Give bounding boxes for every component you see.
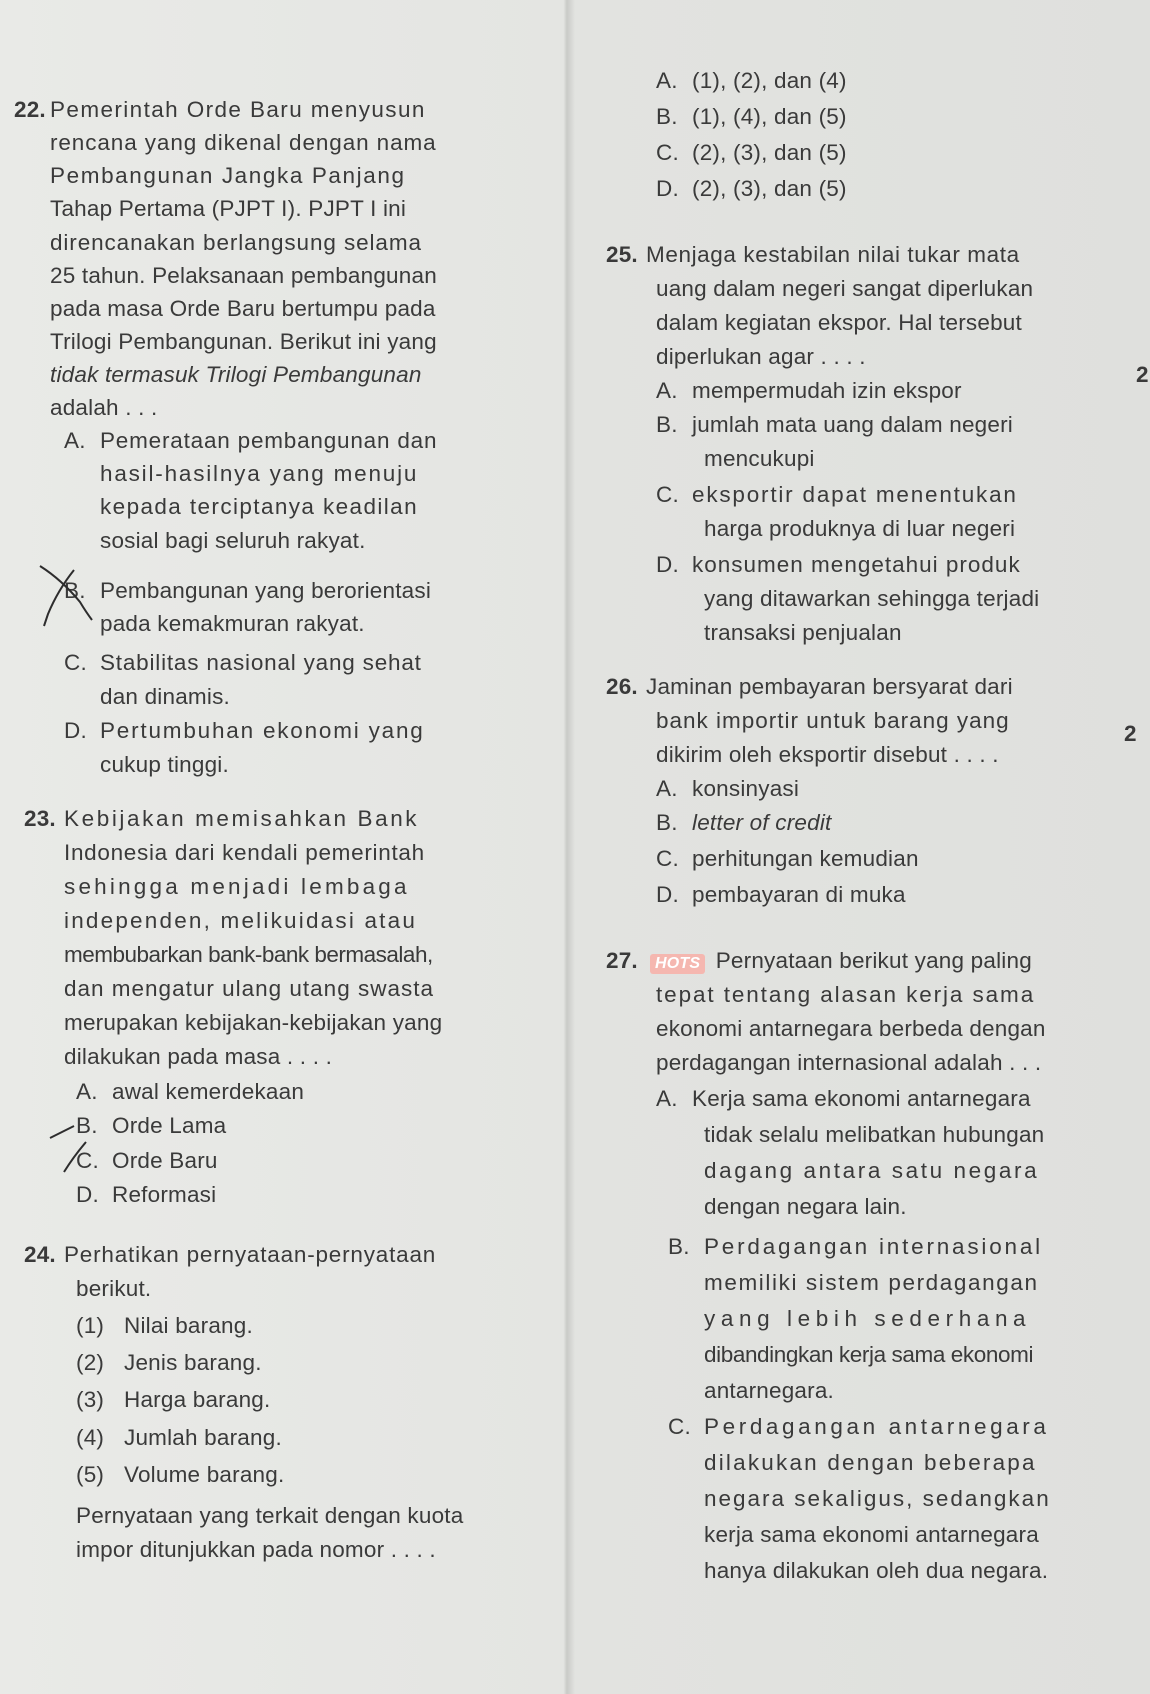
q25-option-d-line: yang ditawarkan sehingga terjadi: [704, 586, 1040, 611]
q24-stem-line: berikut.: [76, 1276, 152, 1301]
q22-option-letter: A.: [64, 428, 86, 453]
q26-option-d: pembayaran di muka: [692, 882, 906, 907]
q27-option-b-line: yang lebih sederhana: [704, 1306, 1032, 1331]
q23-stem-line: merupakan kebijakan-kebijakan yang: [64, 1010, 443, 1035]
q25-stem-line: uang dalam negeri sangat diperlukan: [656, 276, 1034, 301]
q25-option-a-line: mempermudah izin ekspor: [692, 378, 962, 403]
q22-option-b-line: pada kemakmuran rakyat.: [100, 611, 365, 636]
edge-number: 2: [1136, 362, 1149, 387]
q22-stem-line: direncanakan berlangsung selama: [50, 230, 422, 255]
q24-statement: Volume barang.: [124, 1462, 285, 1487]
q22-option-c-line: dan dinamis.: [100, 684, 230, 709]
q23-stem-line: membubarkan bank-bank bermasalah,: [64, 942, 433, 967]
q26-stem-line: dikirim oleh eksportir disebut . . . .: [656, 742, 999, 767]
q23-option-a: awal kemerdekaan: [112, 1079, 305, 1104]
q27-option-a-line: dengan negara lain.: [704, 1194, 907, 1219]
q25-number: 25.: [606, 242, 638, 267]
q22-stem-line: pada masa Orde Baru bertumpu pada: [50, 296, 436, 321]
q22-stem-line: tidak termasuk Trilogi Pembangunan: [50, 362, 422, 387]
q24-statement-num: (1): [76, 1313, 105, 1338]
q27-option-b-line: antarnegara.: [704, 1378, 834, 1403]
q24-option-b: (1), (4), dan (5): [692, 104, 847, 129]
q27-stem-line: perdagangan internasional adalah . . .: [656, 1050, 1042, 1075]
q25-option-d-line: konsumen mengetahui produk: [692, 552, 1021, 577]
q27-option-a-line: tidak selalu melibatkan hubungan: [704, 1122, 1045, 1147]
q22-option-d-line: cukup tinggi.: [100, 752, 229, 777]
q23-option-letter: D.: [76, 1182, 99, 1207]
q22-stem-line: Pemerintah Orde Baru menyusun: [50, 97, 426, 122]
q26-stem-line: bank importir untuk barang yang: [656, 708, 1010, 733]
q24-option-letter: B.: [656, 104, 678, 129]
q22-number: 22.: [14, 97, 46, 122]
q23-option-letter: C.: [76, 1148, 99, 1173]
q25-option-c-line: eksportir dapat menentukan: [692, 482, 1018, 507]
q23-option-d: Reformasi: [112, 1182, 217, 1207]
q23-option-c: Orde Baru: [112, 1148, 218, 1173]
q27-option-letter: A.: [656, 1086, 678, 1111]
pen-cross-mark-icon: [46, 1122, 92, 1176]
q25-stem-line: diperlukan agar . . . .: [656, 344, 866, 369]
q27-option-letter: B.: [668, 1234, 690, 1259]
q24-number: 24.: [24, 1242, 56, 1267]
q22-stem-line: adalah . . .: [50, 395, 158, 420]
q22-stem-line: Tahap Pertama (PJPT I). PJPT I ini: [50, 196, 407, 221]
q27-option-a-line: dagang antara satu negara: [704, 1158, 1040, 1183]
q26-stem-line: Jaminan pembayaran bersyarat dari: [646, 674, 1013, 699]
q27-option-c-line: dilakukan dengan beberapa: [704, 1450, 1037, 1475]
q23-stem-line: independen, melikuidasi atau: [64, 908, 418, 933]
q23-option-letter: A.: [76, 1079, 98, 1104]
q23-option-b: Orde Lama: [112, 1113, 227, 1138]
pen-cross-mark-icon: [34, 562, 94, 628]
q22-stem-line: Trilogi Pembangunan. Berikut ini yang: [50, 329, 437, 354]
q25-option-letter: A.: [656, 378, 678, 403]
q22-stem-line: Pembangunan Jangka Panjang: [50, 163, 406, 188]
q27-option-b-line: dibandingkan kerja sama ekonomi: [704, 1342, 1034, 1367]
q22-option-letter: D.: [64, 718, 87, 743]
hots-badge: HOTS: [650, 954, 705, 974]
q27-option-b-line: Perdagangan internasional: [704, 1234, 1043, 1259]
q22-option-a-line: hasil-hasilnya yang menuju: [100, 461, 419, 486]
q24-question-line: impor ditunjukkan pada nomor . . . .: [76, 1537, 436, 1562]
q27-option-b-line: memiliki sistem perdagangan: [704, 1270, 1039, 1295]
q22-option-c-line: Stabilitas nasional yang sehat: [100, 650, 422, 675]
q25-stem-line: dalam kegiatan ekspor. Hal tersebut: [656, 310, 1022, 335]
q23-stem-line: Indonesia dari kendali pemerintah: [64, 840, 425, 865]
q22-option-letter: C.: [64, 650, 87, 675]
q24-option-letter: A.: [656, 68, 678, 93]
q24-option-c: (2), (3), dan (5): [692, 140, 847, 165]
q24-option-d: (2), (3), dan (5): [692, 176, 847, 201]
q23-stem-line: dan mengatur ulang utang swasta: [64, 976, 434, 1001]
q25-option-c-line: harga produknya di luar negeri: [704, 516, 1016, 541]
q22-option-a-line: Pemerataan pembangunan dan: [100, 428, 438, 453]
q24-option-a: (1), (2), dan (4): [692, 68, 847, 93]
q25-option-b-line: mencukupi: [704, 446, 815, 471]
q24-statement-num: (2): [76, 1350, 105, 1375]
q22-option-d-line: Pertumbuhan ekonomi yang: [100, 718, 425, 743]
q26-option-b: letter of credit: [692, 810, 832, 835]
q27-option-c-line: hanya dilakukan oleh dua negara.: [704, 1558, 1049, 1583]
q26-option-letter: C.: [656, 846, 679, 871]
q26-option-a: konsinyasi: [692, 776, 800, 801]
q27-number: 27.: [606, 948, 638, 973]
q27-option-c-line: negara sekaligus, sedangkan: [704, 1486, 1051, 1511]
q22-option-a-line: kepada terciptanya keadilan: [100, 494, 418, 519]
q24-statement: Jumlah barang.: [124, 1425, 282, 1450]
q25-option-d-line: transaksi penjualan: [704, 620, 902, 645]
q27-option-a-line: Kerja sama ekonomi antarnegara: [692, 1086, 1031, 1111]
q25-option-letter: C.: [656, 482, 679, 507]
q25-option-b-line: jumlah mata uang dalam negeri: [692, 412, 1013, 437]
q22-stem-line: rencana yang dikenal dengan nama: [50, 130, 437, 155]
q27-option-letter: C.: [668, 1414, 691, 1439]
q26-option-letter: D.: [656, 882, 679, 907]
q25-option-letter: D.: [656, 552, 679, 577]
q23-stem-line: dilakukan pada masa . . . .: [64, 1044, 333, 1069]
q24-statement-num: (4): [76, 1425, 105, 1450]
q24-statement: Jenis barang.: [124, 1350, 262, 1375]
q27-option-c-line: Perdagangan antarnegara: [704, 1414, 1050, 1439]
q27-option-c-line: kerja sama ekonomi antarnegara: [704, 1522, 1039, 1547]
q23-stem-line: sehingga menjadi lembaga: [64, 874, 410, 899]
q22-option-a-line: sosial bagi seluruh rakyat.: [100, 528, 366, 553]
q27-stem-line: tepat tentang alasan kerja sama: [656, 982, 1036, 1007]
q25-stem-line: Menjaga kestabilan nilai tukar mata: [646, 242, 1020, 267]
q26-option-letter: A.: [656, 776, 678, 801]
q24-statement: Harga barang.: [124, 1387, 271, 1412]
q27-stem-line: Pernyataan berikut yang paling: [715, 948, 1032, 973]
q22-stem-line: 25 tahun. Pelaksanaan pembangunan: [50, 263, 437, 288]
q24-option-letter: D.: [656, 176, 679, 201]
q24-statement-num: (3): [76, 1387, 105, 1412]
q27-stem-line: ekonomi antarnegara berbeda dengan: [656, 1016, 1046, 1041]
q26-option-c: perhitungan kemudian: [692, 846, 919, 871]
q24-question-line: Pernyataan yang terkait dengan kuota: [76, 1503, 464, 1528]
q26-number: 26.: [606, 674, 638, 699]
q24-statement-num: (5): [76, 1462, 105, 1487]
edge-number: 2: [1124, 721, 1137, 746]
q23-option-letter: B.: [76, 1113, 98, 1138]
q24-option-letter: C.: [656, 140, 679, 165]
q22-option-letter: B.: [64, 578, 86, 603]
q24-statement: Nilai barang.: [124, 1313, 253, 1338]
q25-option-letter: B.: [656, 412, 678, 437]
q23-number: 23.: [24, 806, 56, 831]
q26-option-letter: B.: [656, 810, 678, 835]
q22-option-b-line: Pembangunan yang berorientasi: [100, 578, 432, 603]
q23-stem-line: Kebijakan memisahkan Bank: [64, 806, 420, 831]
q24-stem-line: Perhatikan pernyataan-pernyataan: [64, 1242, 437, 1267]
q27-stem-first-line: [646, 944, 1032, 977]
